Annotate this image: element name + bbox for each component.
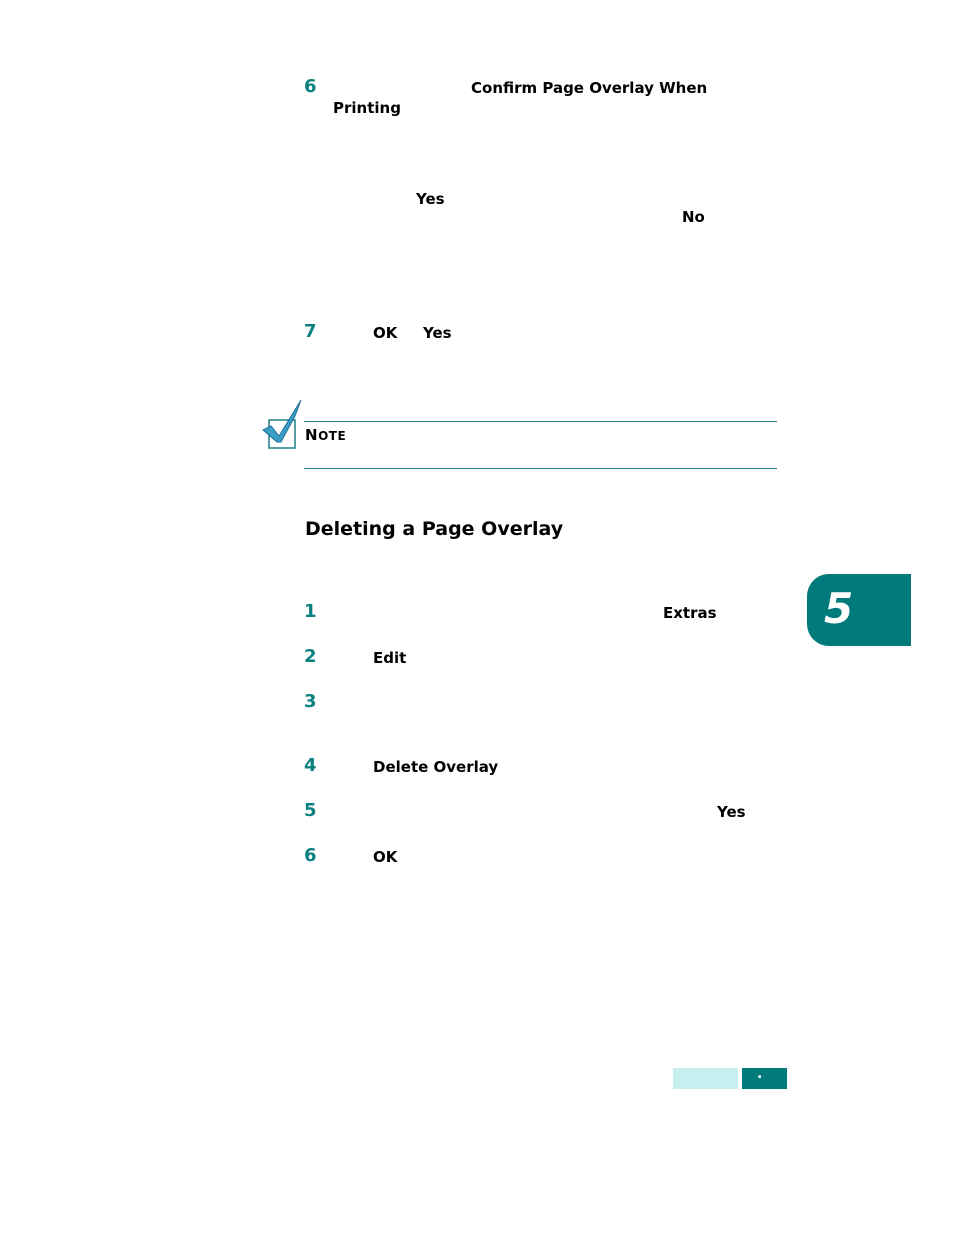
step-number: 2 (304, 646, 317, 667)
page-marker: . (757, 1066, 763, 1082)
no-label: No (682, 208, 705, 226)
checkmark-icon (261, 398, 305, 452)
yes-label: Yes (416, 190, 445, 208)
ok-label: OK (373, 324, 398, 342)
step-number: 7 (304, 321, 317, 342)
delete-overlay-label: Delete Overlay (373, 758, 499, 776)
note-bottom-rule (304, 468, 777, 469)
yes-label: Yes (717, 803, 746, 821)
step-number: 5 (304, 800, 317, 821)
extras-label: Extras (663, 604, 717, 622)
option-label-continued: Printing (333, 99, 401, 117)
step-number: 4 (304, 755, 317, 776)
note-label (305, 426, 346, 444)
step-number: 6 (304, 76, 317, 97)
option-label: Confirm Page Overlay When (471, 79, 708, 97)
chapter-number: 5 (824, 584, 854, 633)
note-top-rule (304, 421, 777, 422)
footer-bar-light (673, 1068, 738, 1089)
note-label-initial: N (305, 426, 319, 444)
step-number: 6 (304, 845, 317, 866)
footer-bar-dark (742, 1068, 787, 1089)
ok-label: OK (373, 848, 398, 866)
chapter-tab (807, 574, 911, 646)
yes-label: Yes (423, 324, 452, 342)
note-label-rest: OTE (318, 429, 347, 443)
step-number: 3 (304, 691, 317, 712)
section-heading: Deleting a Page Overlay (305, 518, 564, 540)
step-number: 1 (304, 601, 317, 622)
edit-label: Edit (373, 649, 407, 667)
